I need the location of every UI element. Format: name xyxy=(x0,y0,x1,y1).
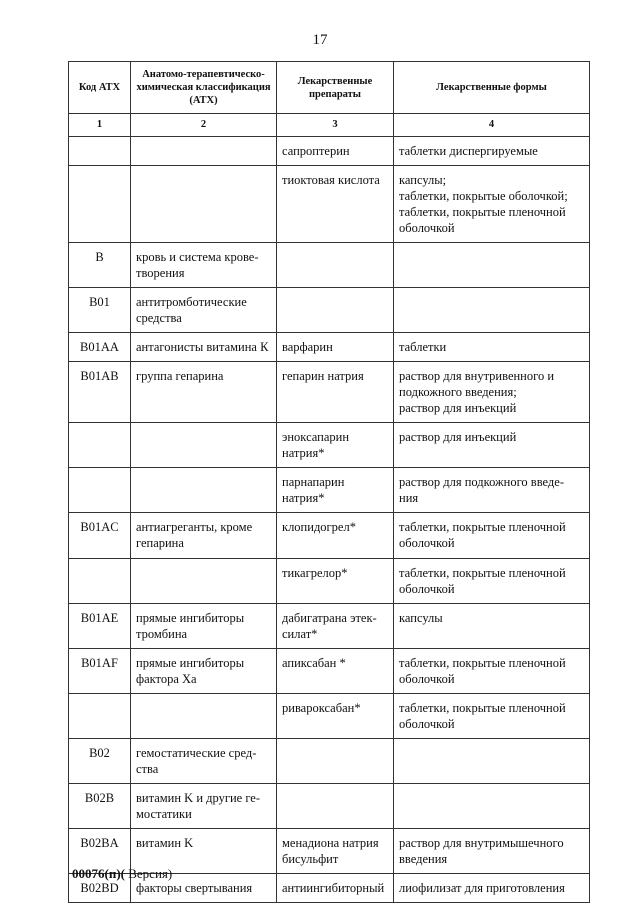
cell-code xyxy=(69,423,131,468)
cell-forms: раствор для подкожного введе- ния xyxy=(394,468,590,513)
cell-drug: клопидогрел* xyxy=(277,513,394,559)
cell-forms: раствор для внутривенного и подкожного введения; раствор для инъекций xyxy=(394,362,590,423)
table-row xyxy=(69,784,590,829)
header-code: Код АТХ xyxy=(69,62,131,114)
table-row xyxy=(69,559,590,604)
col-number: 2 xyxy=(131,114,277,137)
cell-forms: капсулы xyxy=(394,604,590,649)
cell-drug: тиоктовая кислота xyxy=(277,166,394,243)
cell-drug xyxy=(277,243,394,288)
cell-code xyxy=(69,694,131,739)
cell-drug: сапроптерин xyxy=(277,137,394,166)
col-number: 4 xyxy=(394,114,590,137)
cell-forms: лиофилизат для приготовления xyxy=(394,874,590,903)
cell-code xyxy=(69,137,131,166)
cell-forms: таблетки, покрытые пленочной оболочкой xyxy=(394,513,590,559)
cell-drug xyxy=(277,739,394,784)
cell-classification: антитромботические средства xyxy=(131,288,277,333)
table-row xyxy=(69,739,590,784)
cell-drug: парнапарин натрия* xyxy=(277,468,394,513)
cell-code: B xyxy=(69,243,131,288)
cell-forms: таблетки, покрытые пленочной оболочкой xyxy=(394,559,590,604)
cell-forms xyxy=(394,784,590,829)
table-row xyxy=(69,423,590,468)
cell-forms: таблетки xyxy=(394,333,590,362)
cell-classification: кровь и система крове- творения xyxy=(131,243,277,288)
cell-forms: таблетки, покрытые пленочной оболочкой xyxy=(394,649,590,694)
cell-drug xyxy=(277,784,394,829)
cell-drug xyxy=(277,288,394,333)
table-row xyxy=(69,604,590,649)
cell-code: B01AE xyxy=(69,604,131,649)
cell-forms: раствор для внутримышечного введения xyxy=(394,829,590,874)
col-number: 1 xyxy=(69,114,131,137)
cell-drug: гепарин натрия xyxy=(277,362,394,423)
cell-classification: витамин K и другие ге- мостатики xyxy=(131,784,277,829)
footer-code: 00076(п)( xyxy=(72,866,125,881)
table-row xyxy=(69,288,590,333)
cell-code: B02BD xyxy=(69,874,131,903)
cell-drug: варфарин xyxy=(277,333,394,362)
table-row xyxy=(69,362,590,423)
col-number: 3 xyxy=(277,114,394,137)
table-row xyxy=(69,137,590,166)
cell-forms: таблетки диспергируемые xyxy=(394,137,590,166)
cell-classification: витамин K xyxy=(131,829,277,874)
cell-code xyxy=(69,559,131,604)
cell-drug: менадиона натрия бисульфит xyxy=(277,829,394,874)
cell-classification xyxy=(131,137,277,166)
table-row xyxy=(69,513,590,559)
cell-code: B01 xyxy=(69,288,131,333)
cell-classification: антагонисты витамина К xyxy=(131,333,277,362)
cell-classification xyxy=(131,468,277,513)
cell-classification: прямые ингибиторы тромбина xyxy=(131,604,277,649)
cell-code: B02B xyxy=(69,784,131,829)
cell-classification: антиагреганты, кроме гепарина xyxy=(131,513,277,559)
atc-table xyxy=(68,61,590,903)
cell-classification: прямые ингибиторы фактора Xa xyxy=(131,649,277,694)
table-row xyxy=(69,694,590,739)
header-classification: Анатомо-терапевтическо-химическая классификация (АТХ) xyxy=(131,62,277,114)
cell-classification: факторы свертывания xyxy=(131,874,277,903)
cell-drug: ривароксабан* xyxy=(277,694,394,739)
table-row xyxy=(69,649,590,694)
cell-forms xyxy=(394,288,590,333)
table-row xyxy=(69,333,590,362)
cell-code xyxy=(69,166,131,243)
cell-forms: раствор для инъекций xyxy=(394,423,590,468)
table-row xyxy=(69,166,590,243)
cell-classification xyxy=(131,166,277,243)
cell-forms: капсулы; таблетки, покрытые оболочкой; таблетки, покрытые пленочной оболочкой xyxy=(394,166,590,243)
column-number-row xyxy=(69,114,590,137)
page-number: 17 xyxy=(312,32,328,48)
cell-code: B02BA xyxy=(69,829,131,874)
cell-forms xyxy=(394,243,590,288)
cell-code: B01AC xyxy=(69,513,131,559)
footer-version: Версия) xyxy=(124,866,173,881)
cell-code: B01AF xyxy=(69,649,131,694)
footer xyxy=(72,866,172,882)
table-row xyxy=(69,243,590,288)
cell-code: B01AB xyxy=(69,362,131,423)
cell-classification: группа гепарина xyxy=(131,362,277,423)
cell-drug: тикагрелор* xyxy=(277,559,394,604)
cell-classification xyxy=(131,559,277,604)
cell-forms xyxy=(394,739,590,784)
header-drugs: Лекарственные препараты xyxy=(277,62,394,114)
cell-code xyxy=(69,468,131,513)
cell-drug: эноксапарин натрия* xyxy=(277,423,394,468)
cell-classification: гемостатические сред- ства xyxy=(131,739,277,784)
cell-drug: апиксабан * xyxy=(277,649,394,694)
cell-forms: таблетки, покрытые пленочной оболочкой xyxy=(394,694,590,739)
cell-classification xyxy=(131,694,277,739)
cell-code: B02 xyxy=(69,739,131,784)
cell-drug: антиингибиторный xyxy=(277,874,394,903)
header-row xyxy=(69,62,590,114)
cell-code: B01AA xyxy=(69,333,131,362)
cell-drug: дабигатрана этек- силат* xyxy=(277,604,394,649)
header-forms: Лекарственные формы xyxy=(394,62,590,114)
table-row xyxy=(69,468,590,513)
cell-classification xyxy=(131,423,277,468)
